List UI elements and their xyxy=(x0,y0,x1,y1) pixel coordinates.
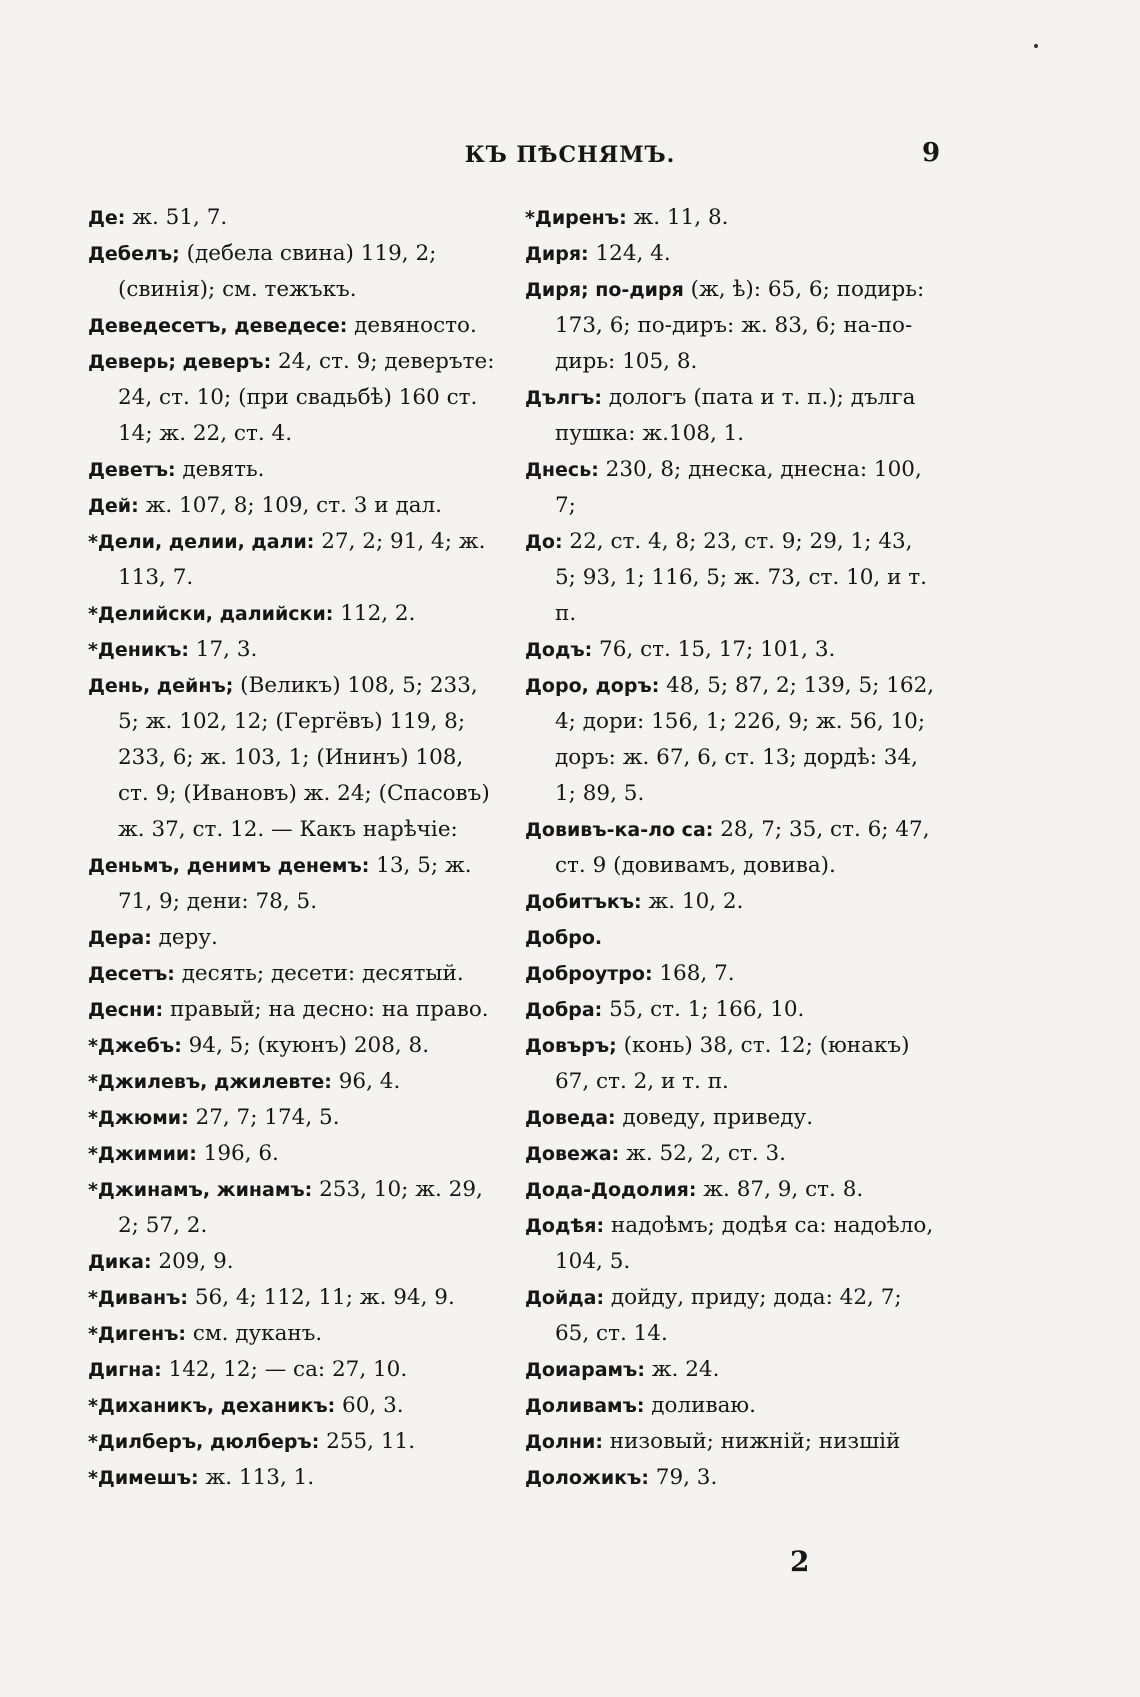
entry-headword: *Дели, делии, дали: xyxy=(88,531,315,553)
entry-text: 124, 4. xyxy=(588,241,671,266)
dictionary-entry xyxy=(525,1388,935,1424)
entry-text: ж. 113, 1. xyxy=(198,1465,315,1490)
entry-headword: Деведесетъ, деведесе: xyxy=(88,315,348,337)
entry-text: 24, ст. 9; деверъте: 24, ст. 10; (при свадьбѣ) 160 ст. 14; ж. 22, ст. 4. xyxy=(118,349,495,446)
entry-headword: Долни: xyxy=(525,1431,603,1453)
entry-headword: *Джюми: xyxy=(88,1107,189,1129)
entry-text: девять. xyxy=(175,457,265,482)
dictionary-entry xyxy=(525,920,935,956)
entry-headword: *Джимии: xyxy=(88,1143,197,1165)
entry-headword: Доро, доръ: xyxy=(525,675,660,697)
dictionary-entry xyxy=(88,956,498,992)
dictionary-entry xyxy=(88,524,498,596)
dictionary-entry xyxy=(525,1280,935,1352)
entry-headword: Дебелъ; xyxy=(88,243,180,265)
dictionary-entry xyxy=(525,524,935,632)
entry-headword: *Джинамъ, жинамъ: xyxy=(88,1179,313,1201)
dictionary-entry xyxy=(525,632,935,668)
dictionary-entry xyxy=(88,1136,498,1172)
dictionary-entry xyxy=(88,1460,498,1496)
entry-headword: *Димешъ: xyxy=(88,1467,199,1489)
dictionary-entry xyxy=(88,308,498,344)
entry-text: см. дуканъ. xyxy=(186,1321,323,1346)
entry-text: 60, 3. xyxy=(335,1393,404,1418)
dictionary-entry xyxy=(88,1064,498,1100)
entry-headword: Доливамъ: xyxy=(525,1395,645,1417)
entry-text: десять; десети: десятый. xyxy=(174,961,464,986)
dictionary-entry xyxy=(525,1208,935,1280)
entry-headword: Дей: xyxy=(88,495,139,517)
entry-headword: *Диханикъ, деханикъ: xyxy=(88,1395,336,1417)
dictionary-entry xyxy=(88,452,498,488)
entry-headword: Доброутро: xyxy=(525,963,653,985)
entry-headword: *Диванъ: xyxy=(88,1287,189,1309)
dictionary-entry xyxy=(525,272,935,380)
entry-text: дойду, приду; дода: 42, 7; 65, ст. 14. xyxy=(555,1285,902,1346)
entry-text: 76, ст. 15, 17; 101, 3. xyxy=(592,637,836,662)
dictionary-entry xyxy=(88,1388,498,1424)
entry-headword: Десетъ: xyxy=(88,963,175,985)
entry-headword: Диря: xyxy=(525,243,589,265)
entry-headword: Дика: xyxy=(88,1251,152,1273)
dictionary-entry xyxy=(525,1172,935,1208)
entry-headword: *Дигенъ: xyxy=(88,1323,186,1345)
entry-text: ж. 51, 7. xyxy=(125,205,228,230)
entry-text: доливаю. xyxy=(644,1393,756,1418)
dictionary-entry xyxy=(525,1100,935,1136)
entry-headword: Дойда: xyxy=(525,1287,605,1309)
entry-text: 94, 5; (куюнъ) 208, 8. xyxy=(181,1033,430,1058)
entry-text: ж. 87, 9, ст. 8. xyxy=(696,1177,864,1202)
entry-text: ж. 107, 8; 109, ст. 3 и дал. xyxy=(138,493,443,518)
entry-text: 209, 9. xyxy=(151,1249,234,1274)
dictionary-entry xyxy=(525,884,935,920)
entry-text: деру. xyxy=(151,925,218,950)
dictionary-entry xyxy=(88,344,498,452)
entry-headword: До: xyxy=(525,531,563,553)
entry-text: 96, 4. xyxy=(331,1069,401,1094)
dictionary-entry xyxy=(88,236,498,308)
entry-headword: *Дилберъ, дюлберъ: xyxy=(88,1431,320,1453)
entry-text: 196, 6. xyxy=(196,1141,279,1166)
dictionary-entry xyxy=(525,1460,935,1496)
entry-headword: Дода-Додолия: xyxy=(525,1179,697,1201)
entry-headword: *Диренъ: xyxy=(525,207,627,229)
entry-text: ж. 52, 2, ст. 3. xyxy=(619,1141,786,1166)
entry-headword: Добитъкъ: xyxy=(525,891,642,913)
entry-text: 22, ст. 4, 8; 23, ст. 9; 29, 1; 43, 5; 93, 1; 116, 5; ж. 73, ст. 10, и т. п. xyxy=(555,529,927,626)
entry-text: 13, 5; ж. 71, 9; дени: 78, 5. xyxy=(118,853,472,914)
entry-headword: *Делийски, далийски: xyxy=(88,603,334,625)
dictionary-entry xyxy=(88,1316,498,1352)
dictionary-entry xyxy=(525,1424,935,1460)
entry-text: правый; на десно: на право. xyxy=(163,997,489,1022)
dictionary-entry xyxy=(88,1244,498,1280)
entry-text: 56, 4; 112, 11; ж. 94, 9. xyxy=(188,1285,455,1310)
dictionary-entry xyxy=(525,812,935,884)
entry-text: ж. 11, 8. xyxy=(626,205,729,230)
dictionary-entry xyxy=(525,992,935,1028)
page-number: 9 xyxy=(922,138,941,168)
dictionary-entry xyxy=(88,1352,498,1388)
dictionary-entry xyxy=(525,380,935,452)
entry-text: низовый; нижній; низшій xyxy=(602,1429,901,1454)
entry-headword: Дигна: xyxy=(88,1359,162,1381)
entry-text: 255, 11. xyxy=(319,1429,416,1454)
entry-headword: Додъ: xyxy=(525,639,593,661)
entry-text: 230, 8; днеска, днесна: 100, 7; xyxy=(555,457,922,518)
entry-text: 17, 3. xyxy=(188,637,258,662)
entry-headword: Дългъ: xyxy=(525,387,602,409)
entry-headword: Довежа: xyxy=(525,1143,620,1165)
right-column xyxy=(525,200,935,1496)
entry-headword: Добра: xyxy=(525,999,603,1021)
ink-speck xyxy=(1034,44,1038,48)
dictionary-entry xyxy=(525,236,935,272)
entry-headword: Деветъ: xyxy=(88,459,176,481)
entry-text: 79, 3. xyxy=(648,1465,718,1490)
entry-headword: Доведа: xyxy=(525,1107,616,1129)
dictionary-entry xyxy=(88,596,498,632)
dictionary-entry xyxy=(88,1100,498,1136)
signature-mark: 2 xyxy=(790,1545,810,1578)
entry-text: 48, 5; 87, 2; 139, 5; 162, 4; дори: 156, 1; 226, 9; ж. 56, 10; доръ: ж. 67, 6, ст. 13; дордѣ: 34, 1; 89, 5. xyxy=(555,673,935,806)
dictionary-entry xyxy=(88,668,498,848)
dictionary-entry xyxy=(88,1424,498,1460)
entry-headword: Довъръ; xyxy=(525,1035,617,1057)
entry-text: 253, 10; ж. 29, 2; 57, 2. xyxy=(118,1177,483,1238)
left-column xyxy=(88,200,498,1496)
dictionary-entry xyxy=(88,1028,498,1064)
entry-text: 27, 2; 91, 4; ж. 113, 7. xyxy=(118,529,486,590)
entry-headword: *Деникъ: xyxy=(88,639,189,661)
entry-text: 168, 7. xyxy=(652,961,735,986)
entry-headword: Довивъ-ка-ло са: xyxy=(525,819,714,841)
entry-text: доведу, приведу. xyxy=(615,1105,814,1130)
entry-headword: Днесь: xyxy=(525,459,599,481)
entry-text: дологъ (пата и т. п.); дълга пушка: ж.108, 1. xyxy=(555,385,916,446)
entry-text: 112, 2. xyxy=(333,601,416,626)
entry-text: девяносто. xyxy=(347,313,477,338)
entry-headword: *Джебъ: xyxy=(88,1035,182,1057)
entry-headword: Доиарамъ: xyxy=(525,1359,645,1381)
entry-text: (дебела свина) 119, 2; (свинія); см. тежъкъ. xyxy=(118,241,437,302)
entry-headword: Деньмъ, денимъ денемъ: xyxy=(88,855,370,877)
entry-text: 27, 7; 174, 5. xyxy=(188,1105,340,1130)
dictionary-entry xyxy=(525,1028,935,1100)
dictionary-entry xyxy=(88,848,498,920)
entry-headword: День, дейнъ; xyxy=(88,675,234,697)
entry-headword: Диря; по-диря xyxy=(525,279,684,301)
entry-headword: Десни: xyxy=(88,999,164,1021)
dictionary-entry xyxy=(88,200,498,236)
dictionary-entry xyxy=(88,1172,498,1244)
entry-headword: Дера: xyxy=(88,927,152,949)
entry-text: ж. 10, 2. xyxy=(641,889,744,914)
entry-headword: Доложикъ: xyxy=(525,1467,649,1489)
entry-headword: *Джилевъ, джилевте: xyxy=(88,1071,332,1093)
dictionary-entry xyxy=(525,956,935,992)
entry-text: надоѣмъ; додѣя са: надоѣло, 104, 5. xyxy=(555,1213,934,1274)
dictionary-entry xyxy=(88,1280,498,1316)
dictionary-entry xyxy=(525,668,935,812)
running-header: КЪ ПѢСНЯМЪ. xyxy=(464,142,676,168)
entry-headword: Добро. xyxy=(525,927,603,949)
dictionary-entry xyxy=(525,1352,935,1388)
entry-text: ж. 24. xyxy=(644,1357,720,1382)
entry-text: 142, 12; — са: 27, 10. xyxy=(161,1357,408,1382)
entry-headword: Додѣя: xyxy=(525,1215,605,1237)
dictionary-entry xyxy=(88,488,498,524)
dictionary-entry xyxy=(525,452,935,524)
entry-text: 55, ст. 1; 166, 10. xyxy=(602,997,805,1022)
entry-text: 28, 7; 35, ст. 6; 47, ст. 9 (довивамъ, довива). xyxy=(555,817,930,878)
dictionary-entry xyxy=(88,632,498,668)
dictionary-entry xyxy=(88,920,498,956)
entry-text: (ж, ѣ): 65, 6; подирь: 173, 6; по-диръ: ж. 83, 6; на-по-дирь: 105, 8. xyxy=(555,277,925,374)
entry-text: (Великъ) 108, 5; 233, 5; ж. 102, 12; (Гергёвъ) 119, 8; 233, 6; ж. 103, 1; (Ининъ) 108, ст. 9; (Ивановъ) ж. 24; (Спасовъ) ж. 37, ст. 12. — Какъ нарѣчіе: xyxy=(118,673,490,842)
entry-text: (конь) 38, ст. 12; (юнакъ) 67, ст. 2, и т. п. xyxy=(555,1033,910,1094)
dictionary-entry xyxy=(525,200,935,236)
entry-headword: Де: xyxy=(88,207,126,229)
entry-headword: Деверь; деверъ: xyxy=(88,351,272,373)
dictionary-entry xyxy=(88,992,498,1028)
dictionary-entry xyxy=(525,1136,935,1172)
